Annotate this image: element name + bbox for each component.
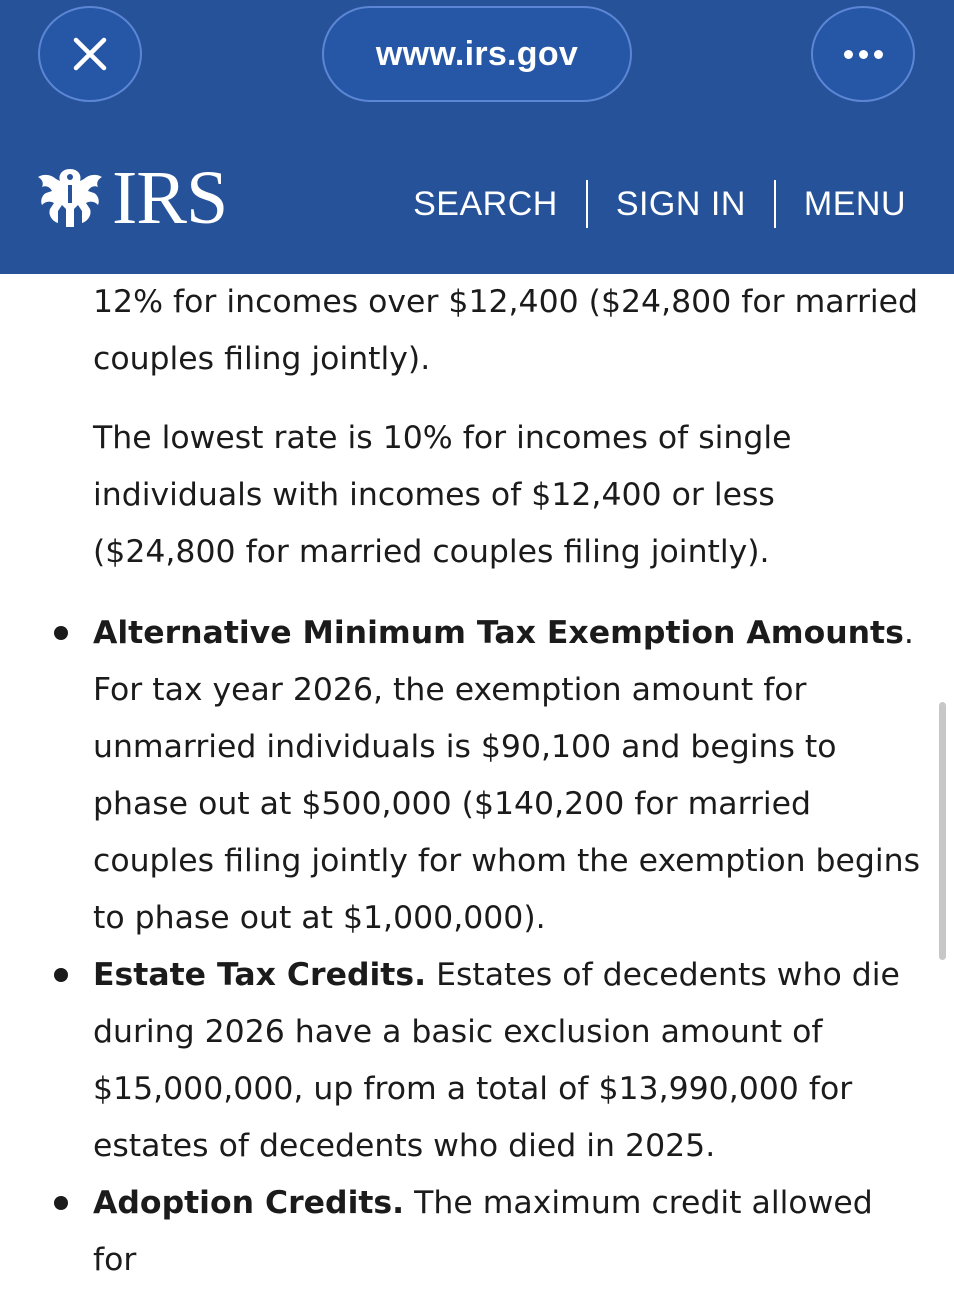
more-icon — [844, 50, 883, 59]
site-header — [0, 128, 954, 274]
more-options-button[interactable] — [811, 6, 915, 102]
logo-text: IRS — [112, 156, 228, 240]
url-text: www.irs.gov — [375, 34, 579, 73]
list-item-heading: Alternative Minimum Tax Exemption Amounts — [93, 615, 904, 651]
header-nav — [413, 180, 906, 228]
list-item-estate-tax — [93, 947, 923, 1175]
nav-menu[interactable]: MENU — [803, 184, 906, 223]
bullet-dot — [54, 1196, 68, 1210]
address-bar[interactable] — [322, 6, 632, 102]
list-item-suffix: . — [903, 615, 914, 651]
list-item-body: For tax year 2026, the exemption amount for unmarried individuals is $90,100 and begins to phase out at $500,000 ($140,200 for married couples filing jointly for whom the exemption begins to phase out at $1,000,000). — [93, 672, 921, 936]
close-icon — [72, 36, 108, 72]
list-item-heading: Adoption Credits. — [93, 1185, 405, 1221]
nav-sign-in[interactable]: SIGN IN — [615, 184, 746, 223]
paragraph-bracket-12: 12% for incomes over $12,400 ($24,800 for married couples filing jointly). — [93, 284, 919, 377]
browser-toolbar — [0, 0, 954, 128]
list-item-heading: Estate Tax Credits. — [93, 957, 427, 993]
bullet-dot — [54, 626, 68, 640]
nav-search[interactable]: SEARCH — [413, 184, 558, 223]
bullet-dot — [54, 968, 68, 982]
list-item-amt — [93, 605, 923, 947]
list-item-body: The maximum credit allowed for — [93, 1185, 873, 1278]
article-content — [0, 274, 954, 1278]
list-item-adoption — [93, 1175, 923, 1289]
irs-logo[interactable] — [32, 156, 228, 240]
scrollbar-thumb[interactable] — [939, 702, 946, 960]
irs-eagle-icon — [32, 165, 108, 231]
list-item-body: Estates of decedents who die during 2026 have a basic exclusion amount of $15,000,000, up from a total of $13,990,000 for estates of decedents who died in 2025. — [93, 957, 900, 1164]
paragraph-lowest-rate: The lowest rate is 10% for incomes of single individuals with incomes of $12,400 or less ($24,800 for married couples filing jointly). — [93, 420, 792, 570]
close-button[interactable] — [38, 6, 142, 102]
